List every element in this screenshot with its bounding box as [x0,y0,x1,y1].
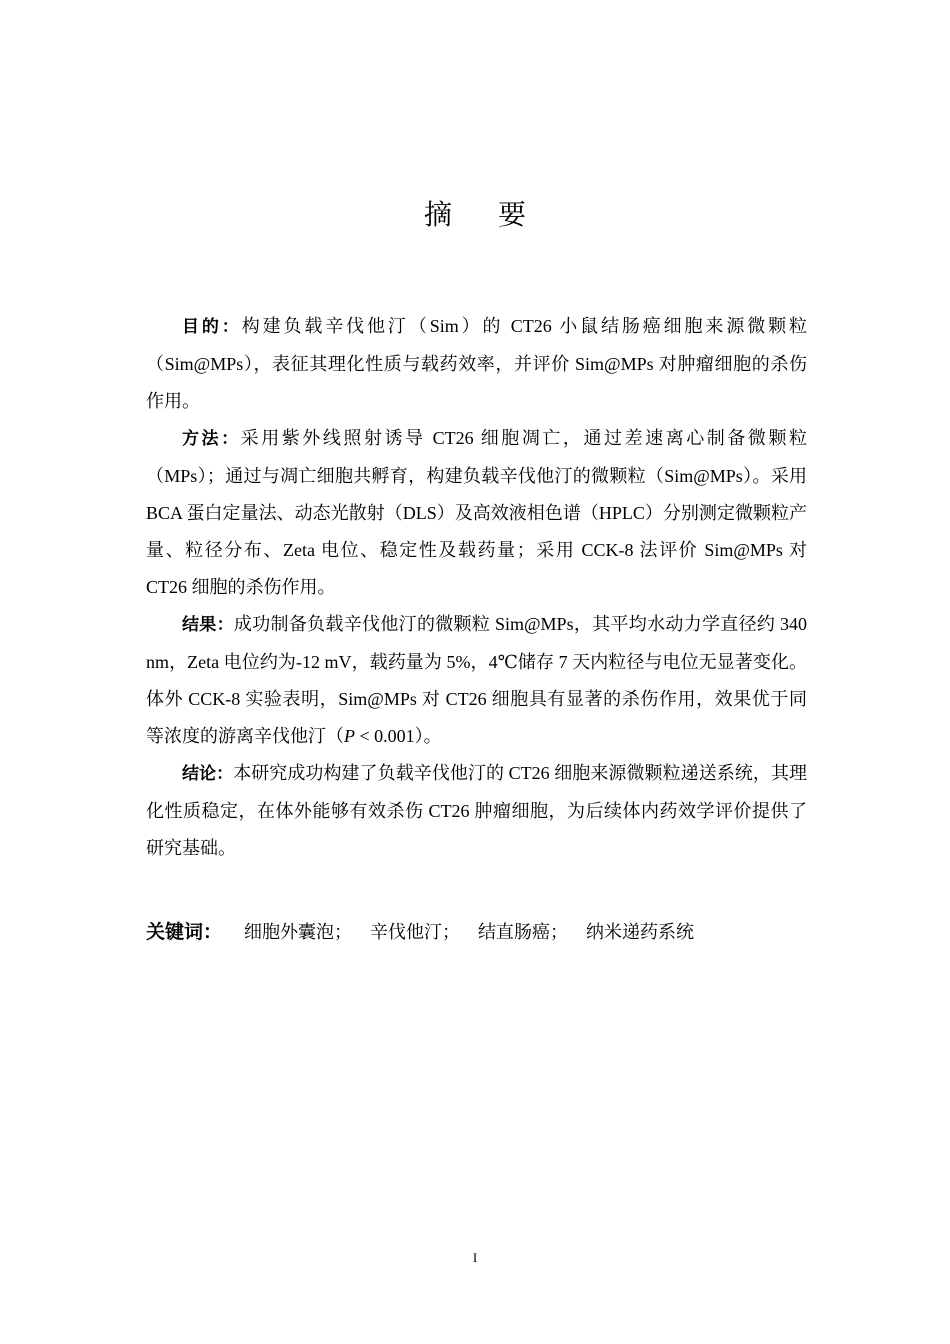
keyword-item: 辛伐他汀； [370,922,461,942]
abstract-methods [146,420,807,606]
keywords-label: 关键词： [146,921,223,943]
keyword-item: 结直肠癌； [478,922,569,942]
results-text-end: < 0.001）。 [355,726,442,746]
conclusion-text: 本研究成功构建了负载辛伐他汀的 CT26 细胞来源微颗粒递送系统，其理化性质稳定，在体外能够有效杀伤 CT26 肿瘤细胞，为后续体内药效学评价提供了研究基础。 [146,763,808,858]
abstract-body [146,308,807,867]
objective-label: 目的： [182,317,242,337]
abstract-results [146,606,807,755]
page-title: 摘要 [423,200,572,231]
abstract-objective [146,308,807,420]
keyword-item: 细胞外囊泡； [244,922,353,942]
p-value-symbol: P [344,726,355,746]
methods-label: 方法： [182,429,241,449]
page-number: I [472,1250,478,1265]
conclusion-label: 结论： [182,764,234,784]
abstract-conclusion [146,755,807,867]
keyword-item: 纳米递药系统 [586,922,695,942]
objective-text: 构建负载辛伐他汀（Sim）的 CT26 小鼠结肠癌细胞来源微颗粒（Sim@MPs），表征其理化性质与载药效率，并评价 Sim@MPs 对肿瘤细胞的杀伤作用。 [146,316,808,411]
results-text: 成功制备负载辛伐他汀的微颗粒 Sim@MPs，其平均水动力学直径约 340 nm，Zeta 电位约为-12 mV，载药量为 5%，4℃储存 7 天内粒径与电位无显著变化。体外 CCK-8 实验表明，Sim@MPs 对 CT26 细胞具有显著的杀伤作用，效果优于同等浓度的游离辛伐他汀（ [146,614,808,746]
methods-text: 采用紫外线照射诱导 CT26 细胞凋亡，通过差速离心制备微颗粒（MPs）；通过与凋亡细胞共孵育，构建负载辛伐他汀的微颗粒（Sim@MPs）。采用 BCA 蛋白定量法、动态光散射（DLS）及高效液相色谱（HPLC）分别测定微颗粒产量、粒径分布、Zeta 电位、稳定性及载药量；采用 CCK-8 法评价 Sim@MPs 对 CT26 细胞的杀伤作用。 [146,428,807,597]
keywords [146,914,807,951]
results-label: 结果： [182,615,234,635]
